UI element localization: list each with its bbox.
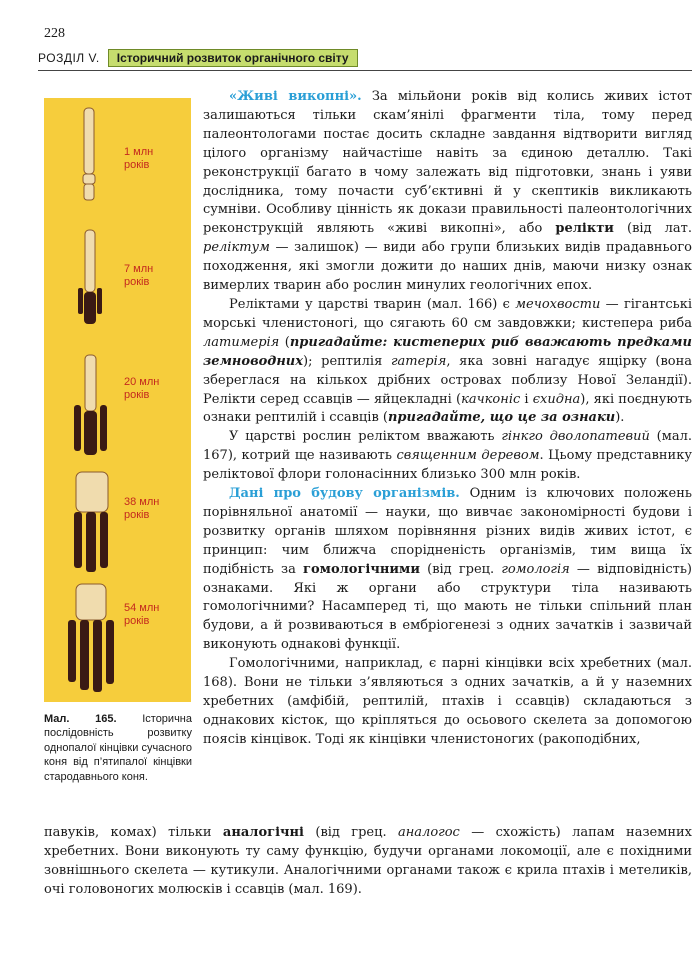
paragraph bbox=[203, 655, 692, 750]
paragraph-continued bbox=[44, 824, 692, 900]
term: гінкго дволопатевий bbox=[501, 429, 650, 445]
paragraph bbox=[203, 485, 692, 655]
text-run: Реліктами у царстві тварин (мал. 166) є bbox=[229, 296, 516, 312]
text-run: — схожість) лапам наземних хребетних. Вони виконують ту саму функцію, будучи органами локомоції, але є похідними зовнішнього скелета — кутикули. Аналогічними органами також є крила птахів і метеликів, очі головоногих молюсків і ссавців (мал. 169). bbox=[44, 825, 692, 897]
text-run: . Цьому представнику реліктової флори голонасінних близько 300 млн років. bbox=[203, 448, 692, 483]
text-run: — залишок) — види або групи близьких видів прадавнього походження, які змогли дожити до наших днів, маючи низку ознак вимерлих тварин або рослин минулих геологічних епох. bbox=[203, 240, 692, 294]
text-run: (мал. 167), котрий ще називають bbox=[203, 429, 692, 464]
age-label: 7 млн років bbox=[124, 263, 154, 288]
limb-7-myr bbox=[70, 228, 110, 328]
term: гатерія bbox=[390, 353, 447, 369]
text-run: — гігантські морські членистоногі, що сягають 60 см завдовжки; кистепера риба bbox=[203, 296, 692, 331]
text-run: (від грец. bbox=[419, 561, 502, 577]
limb-38-myr bbox=[64, 470, 120, 576]
term: латимерія bbox=[203, 334, 280, 350]
page-number: 228 bbox=[44, 26, 65, 41]
text-run: ). bbox=[615, 410, 625, 426]
paragraph bbox=[203, 428, 692, 485]
figure-caption bbox=[44, 712, 192, 784]
text-run: павуків, комах) тільки bbox=[44, 825, 223, 840]
text-run: ); рептилія bbox=[303, 353, 391, 369]
term: реліктум bbox=[203, 240, 270, 256]
text-run: Гомологічними, наприклад, є парні кінцівки всіх хребетних (мал. 168). Вони не тільки з’являються з одних зачатків, а й у наземних хребетних (амфібій, рептилій, птахів і ссавців) складаються з однакових кісток, що кріпляться до осьового скелета за допомогою поясів кінцівок. Тоді як кінцівки членистоногих (ракоподібних, bbox=[203, 656, 692, 747]
header-rule bbox=[38, 70, 692, 71]
paragraph bbox=[203, 296, 692, 428]
chapter-header bbox=[38, 49, 358, 67]
subheading: Дані про будову організмів. bbox=[229, 486, 460, 502]
text-run: ), які поєднують ознаки рептилій і ссавців ( bbox=[203, 391, 692, 426]
horse-limb-figure bbox=[44, 98, 191, 702]
term: священним деревом bbox=[396, 448, 540, 464]
text-run: , яка зовні нагадує ящірку (вона збереглася на кількох дрібних островах поблизу Нової Зеландії). Релікти серед ссавців — яйцекладні ( bbox=[203, 353, 692, 407]
subheading: «Живі викопні». bbox=[229, 89, 362, 104]
text-run: — відповідність) ознаками. Які ж органи або структури тіла називають гомологічними? Насамперед ті, що мають не тільки спільний план будови, а й розвиваються в ембріогенезі з одних зачатків і зазвичай виконують однакові функції. bbox=[203, 561, 692, 653]
age-label: 20 млн років bbox=[124, 376, 160, 401]
prompt: пригадайте, що це за ознаки bbox=[387, 410, 616, 426]
main-text bbox=[203, 88, 692, 750]
term: гомологія bbox=[501, 561, 570, 577]
prompt: пригадайте: кистеперих риб вважають предками земноводних bbox=[203, 334, 692, 369]
term: релікти bbox=[555, 221, 614, 237]
full-width-text bbox=[44, 824, 692, 900]
text-run: У царстві рослин реліктом вважають bbox=[229, 429, 502, 445]
age-label: 1 млн років bbox=[124, 146, 154, 171]
text-run: За мільйони років від колись живих істот залишаються тільки скам’янілі фрагменти тіла, тому перед палеонтологами постає досить складне завдання відтворити вигляд цілого організму найчастіше навіть за єдиною деталлю. Такі реконструкції багато в чому залежать від підготовки, знань і уяви дослідника, тому почасти суб’єктивні й у скептиків викликають сумніви. Особливу цінність як докази правильності палеонтологічних реконструкцій являють «живі викопні», або bbox=[203, 89, 692, 237]
text-run: ( bbox=[279, 334, 290, 350]
section-label: РОЗДІЛ V. bbox=[38, 51, 100, 65]
limb-20-myr bbox=[66, 353, 116, 463]
age-label: 38 млн років bbox=[124, 496, 160, 521]
caption-text: Історична послідовність розвитку однопалої кінцівки сучасного коня від п’ятипалої кінцівки стародавнього коня. bbox=[44, 713, 192, 783]
limb-1-myr bbox=[74, 106, 104, 206]
text-run: (від грец. bbox=[304, 825, 398, 840]
limb-54-myr bbox=[62, 582, 124, 696]
text-run: (від лат. bbox=[613, 221, 693, 237]
section-title: Історичний розвиток органічного світу bbox=[108, 49, 358, 67]
paragraph bbox=[203, 88, 692, 296]
text-run: Одним із ключових положень порівняльної анатомії — науки, що вивчає закономірності будови і розвитку органів шляхом порівняння різних видів живих істот, є принцип: чим ближча спорідненість організмів, тим вища їх подібність за bbox=[203, 486, 692, 577]
age-label: 54 млн років bbox=[124, 602, 160, 627]
term: гомологічними bbox=[303, 561, 420, 577]
term: аналогос bbox=[397, 825, 460, 840]
term: качконіс bbox=[461, 391, 521, 407]
text-run: і bbox=[520, 391, 533, 407]
term: аналогічні bbox=[222, 825, 304, 840]
term: мечохвости bbox=[515, 296, 601, 312]
caption-label: Мал. 165. bbox=[44, 713, 117, 725]
term: єхидна bbox=[532, 391, 581, 407]
